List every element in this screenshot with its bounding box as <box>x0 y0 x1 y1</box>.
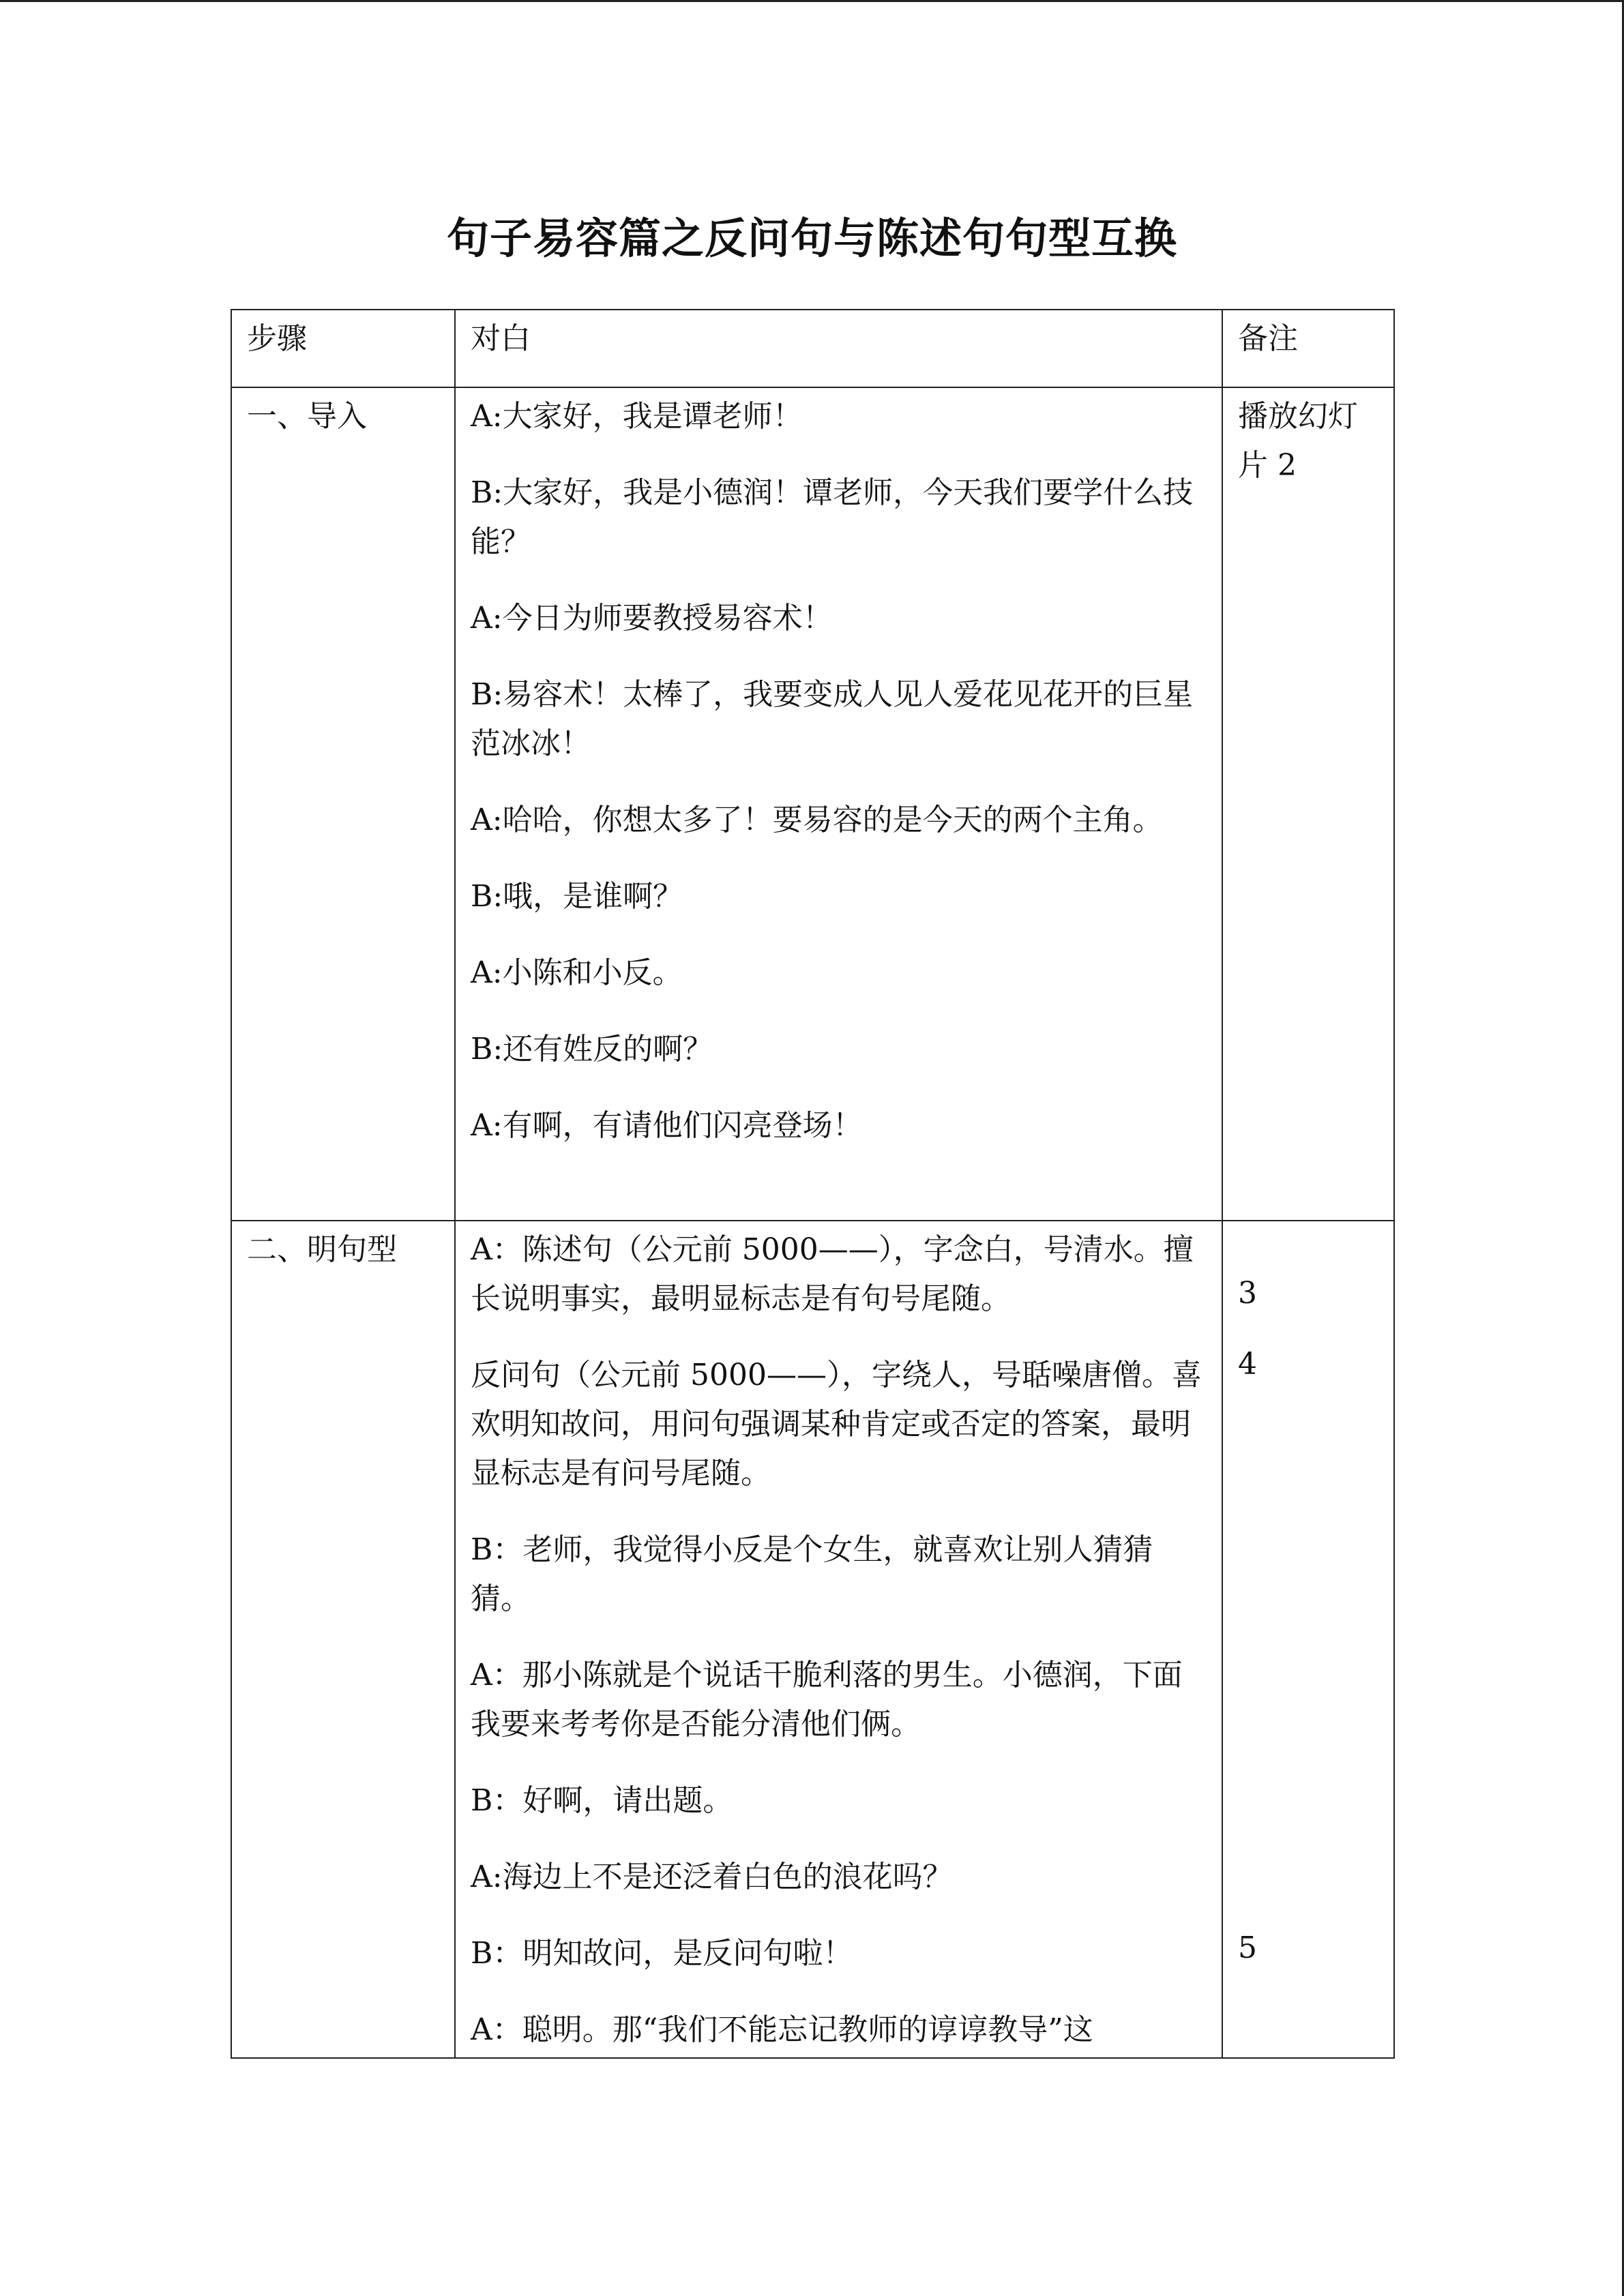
table-header-row <box>231 310 1394 387</box>
dialogue-line: A：聪明。那“我们不能忘记教师的谆谆教导”这 <box>471 2012 1093 2047</box>
dialogue-line: A:小陈和小反。 <box>471 955 683 990</box>
page-border-top <box>0 0 1624 2</box>
dialogue-line: B：好啊，请出题。 <box>471 1783 733 1818</box>
document-title: 句子易容篇之反问句与陈述句句型互换 <box>446 213 1177 263</box>
table-row <box>231 387 1394 1221</box>
dialogue-cell <box>455 1221 1222 2058</box>
dialogue-line: B:还有姓反的啊？ <box>471 1032 713 1067</box>
dialogue-line: A:今日为师要教授易容术！ <box>471 601 833 636</box>
dialogue-line: B：明知故问，是反问句啦！ <box>471 1936 853 1971</box>
note-text: 5 <box>1238 1930 1257 1965</box>
dialogue-line: A:有啊，有请他们闪亮登场！ <box>471 1108 863 1143</box>
note-text: 播放幻灯片 2 <box>1238 399 1358 483</box>
dialogue-cell <box>455 387 1222 1221</box>
dialogue-line: A：那小陈就是个说话干脆利落的男生。小德润，下面我要来考考你是否能分清他们俩。 <box>471 1658 1183 1742</box>
dialogue-line: A：陈述句（公元前 5000——），字念白，号清水。擅长说明事实，最明显标志是有句号尾随。 <box>471 1232 1194 1316</box>
header-dialogue: 对白 <box>455 310 1222 387</box>
note-text: 3 <box>1238 1276 1257 1311</box>
dialogue-line: 反问句（公元前 5000——），字绕人，号聒噪唐僧。喜欢明知故问，用问句强调某种肯定或否定的答案，最明显标志是有问号尾随。 <box>471 1358 1202 1491</box>
table-row <box>231 1221 1394 2058</box>
dialogue-line: A:哈哈，你想太多了！要易容的是今天的两个主角。 <box>471 803 1163 837</box>
header-notes: 备注 <box>1222 310 1394 387</box>
lesson-table <box>231 309 1395 2059</box>
dialogue-line: B：老师，我觉得小反是个女生，就喜欢让别人猜猜猜。 <box>471 1532 1153 1616</box>
dialogue-line: B:哦，是谁啊？ <box>471 879 683 914</box>
notes-cell <box>1222 1221 1394 2058</box>
notes-cell <box>1222 387 1394 1221</box>
header-step: 步骤 <box>231 310 455 387</box>
dialogue-line: B:易容术！太棒了，我要变成人见人爱花见花开的巨星范冰冰！ <box>471 677 1194 761</box>
note-text: 4 <box>1238 1347 1257 1382</box>
step-cell: 二、明句型 <box>231 1221 455 2058</box>
dialogue-line: A:大家好，我是谭老师！ <box>471 399 803 434</box>
dialogue-line: A:海边上不是还泛着白色的浪花吗？ <box>471 1860 953 1894</box>
dialogue-line: B:大家好，我是小德润！谭老师，今天我们要学什么技能？ <box>471 475 1194 559</box>
step-cell: 一、导入 <box>231 387 455 1221</box>
